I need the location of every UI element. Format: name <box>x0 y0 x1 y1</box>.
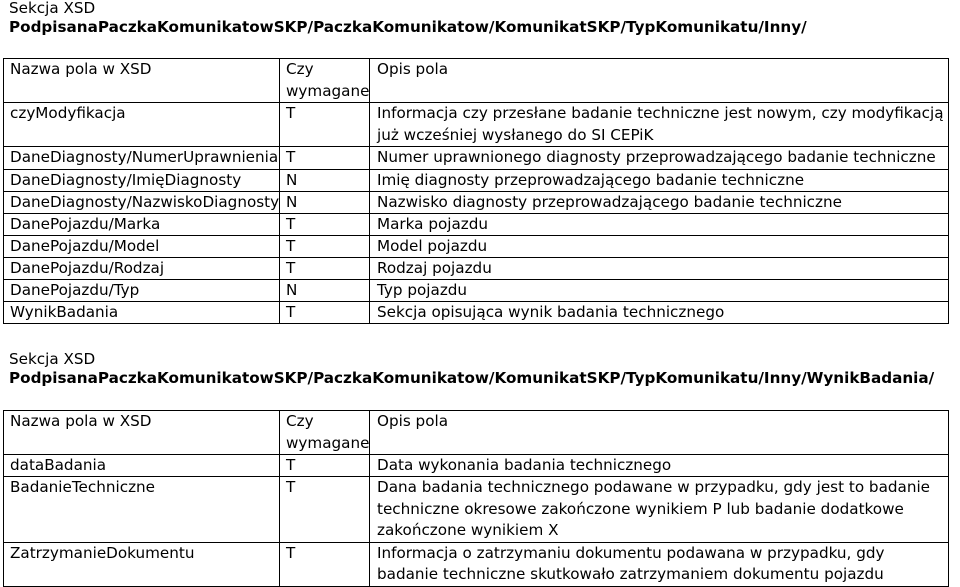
table-row <box>4 542 949 586</box>
header-description: Opis pola <box>370 59 949 103</box>
table-row <box>4 235 949 257</box>
field-description: Sekcja opisująca wynik badania technicznego <box>370 301 949 323</box>
section-heading-wynik-badania <box>9 350 934 388</box>
table-header-row <box>4 411 949 455</box>
field-required: T <box>280 257 370 279</box>
table-row <box>4 169 949 191</box>
table-header-row <box>4 59 949 103</box>
field-description: Model pojazdu <box>370 235 949 257</box>
field-description: Data wykonania badania technicznego <box>370 455 949 477</box>
field-name: DaneDiagnosty/ImięDiagnosty <box>4 169 280 191</box>
field-name: DanePojazdu/Marka <box>4 213 280 235</box>
section-label: Sekcja XSD <box>9 350 96 368</box>
header-name: Nazwa pola w XSD <box>4 59 280 103</box>
table-row <box>4 213 949 235</box>
table-row <box>4 279 949 301</box>
field-required: T <box>280 455 370 477</box>
section-heading-inny <box>9 0 807 37</box>
field-required: N <box>280 169 370 191</box>
field-name: czyModyfikacja <box>4 103 280 147</box>
field-name: BadanieTechniczne <box>4 477 280 543</box>
table-row <box>4 455 949 477</box>
field-name: DanePojazdu/Model <box>4 235 280 257</box>
field-required: T <box>280 301 370 323</box>
field-name: DaneDiagnosty/NumerUprawnienia <box>4 147 280 170</box>
field-description: Informacja czy przesłane badanie techniczne jest nowym, czy modyfikacją już wcześniej wysłanego do SI CEPiK <box>370 103 949 147</box>
field-description: Informacja o zatrzymaniu dokumentu podawana w przypadku, gdy badanie techniczne skutkowało zatrzymaniem dokumentu pojazdu <box>370 542 949 586</box>
field-description: Imię diagnosty przeprowadzającego badanie techniczne <box>370 169 949 191</box>
field-name: WynikBadania <box>4 301 280 323</box>
header-name: Nazwa pola w XSD <box>4 411 280 455</box>
field-name: dataBadania <box>4 455 280 477</box>
table-row <box>4 301 949 323</box>
section-label: Sekcja XSD <box>9 0 96 17</box>
header-description: Opis pola <box>370 411 949 455</box>
header-required: Czy wymagane <box>280 59 370 103</box>
field-description: Marka pojazdu <box>370 213 949 235</box>
field-description: Nazwisko diagnosty przeprowadzającego badanie techniczne <box>370 191 949 213</box>
field-required: T <box>280 103 370 147</box>
table-row <box>4 191 949 213</box>
field-required: T <box>280 235 370 257</box>
field-name: DanePojazdu/Rodzaj <box>4 257 280 279</box>
field-name: DaneDiagnosty/NazwiskoDiagnosty <box>4 191 280 213</box>
table-row <box>4 477 949 543</box>
table-row <box>4 147 949 170</box>
section-path: PodpisanaPaczkaKomunikatowSKP/PaczkaKomunikatow/KomunikatSKP/TypKomunikatu/Inny/ <box>9 18 807 36</box>
field-required: N <box>280 279 370 301</box>
field-description: Dana badania technicznego podawane w przypadku, gdy jest to badanie techniczne okresowe zakończone wynikiem P lub badanie dodatkowe zakończone wynikiem X <box>370 477 949 543</box>
field-required: T <box>280 477 370 543</box>
field-name: ZatrzymanieDokumentu <box>4 542 280 586</box>
field-description: Typ pojazdu <box>370 279 949 301</box>
field-required: T <box>280 542 370 586</box>
field-required: T <box>280 147 370 170</box>
field-required: N <box>280 191 370 213</box>
table-row <box>4 257 949 279</box>
fields-table-inny <box>3 58 949 324</box>
field-name: DanePojazdu/Typ <box>4 279 280 301</box>
header-required: Czy wymagane <box>280 411 370 455</box>
field-description: Rodzaj pojazdu <box>370 257 949 279</box>
fields-table-wynik-badania <box>3 410 949 587</box>
field-required: T <box>280 213 370 235</box>
field-description: Numer uprawnionego diagnosty przeprowadzającego badanie techniczne <box>370 147 949 170</box>
section-path: PodpisanaPaczkaKomunikatowSKP/PaczkaKomunikatow/KomunikatSKP/TypKomunikatu/Inny/WynikBadania/ <box>9 369 935 387</box>
table-row <box>4 103 949 147</box>
